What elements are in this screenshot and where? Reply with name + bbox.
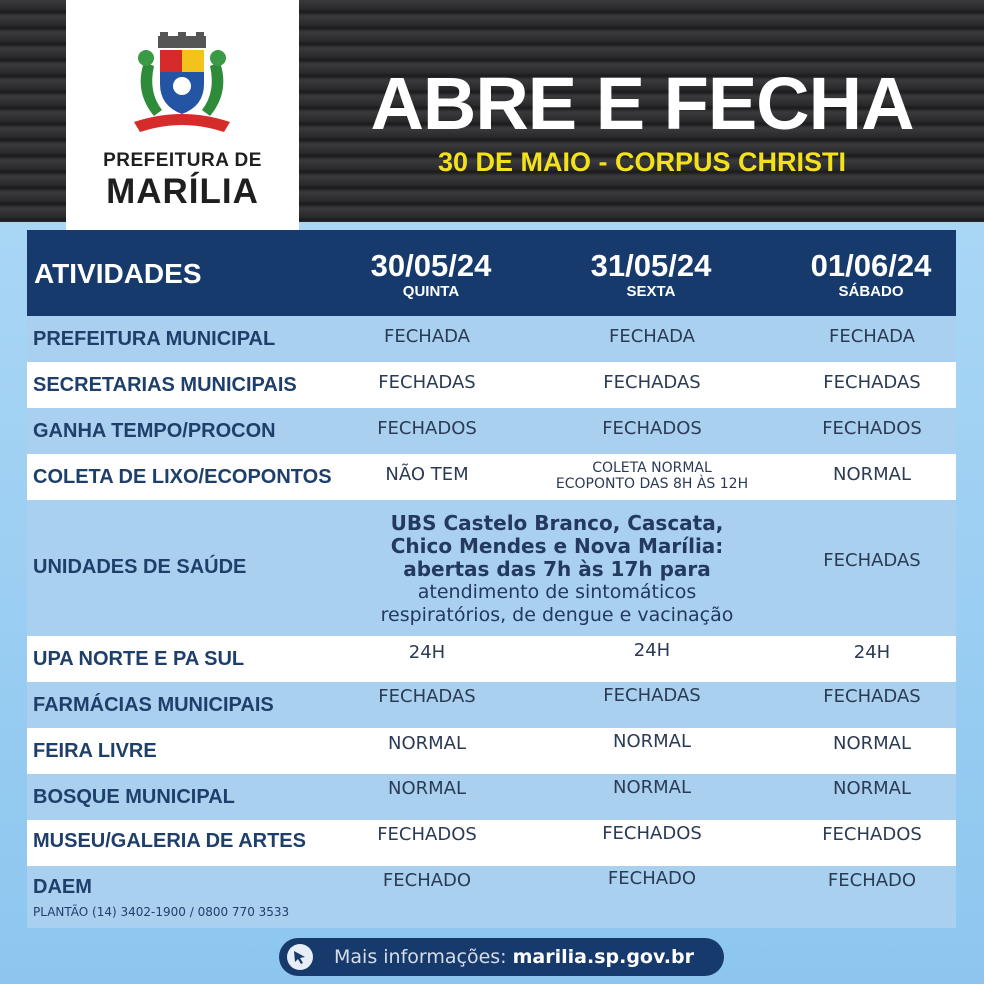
- footer-label: Mais informações:: [334, 946, 507, 968]
- cell-day1: NORMAL: [387, 733, 466, 754]
- cell-day3: FECHADA: [828, 326, 915, 347]
- column-header-1: [551, 248, 751, 300]
- footer-url[interactable]: marilia.sp.gov.br: [512, 946, 694, 968]
- table-header: [27, 230, 956, 316]
- column-header-2: [771, 248, 971, 300]
- city-name-line1: PREFEITURA DE: [103, 150, 262, 171]
- row-label: GANHA TEMPO/PROCON: [33, 420, 276, 442]
- table-row: [27, 362, 956, 408]
- cell-day3: NORMAL: [832, 778, 911, 799]
- cell-day2: FECHADA: [608, 326, 695, 347]
- cell-day2: FECHADOS: [602, 823, 702, 844]
- health-line: Chico Mendes e Nova Marília:: [390, 534, 724, 558]
- coat-of-arms-icon: [124, 32, 240, 140]
- cell-day3: FECHADAS: [823, 550, 921, 571]
- row-label: DAEM: [33, 876, 92, 898]
- more-info-link[interactable]: [279, 938, 724, 976]
- column-date: 30/05/24: [370, 248, 492, 283]
- table-row: [27, 500, 956, 636]
- row-label: SECRETARIAS MUNICIPAIS: [33, 374, 297, 396]
- cell-day3: FECHADOS: [822, 418, 922, 439]
- page-subtitle: 30 DE MAIO - CORPUS CHRISTI: [437, 147, 847, 177]
- row-label: BOSQUE MUNICIPAL: [33, 786, 235, 808]
- cell-day2: NORMAL: [612, 777, 691, 798]
- table-row: [27, 820, 956, 866]
- row-label: PREFEITURA MUNICIPAL: [33, 328, 276, 350]
- table-row: [27, 454, 956, 500]
- row-label: FARMÁCIAS MUNICIPAIS: [33, 694, 274, 716]
- cell-day3: FECHADAS: [823, 372, 921, 393]
- city-logo-block: [66, 0, 299, 246]
- health-line: abertas das 7h às 17h para: [403, 557, 711, 581]
- cell-day2: FECHADO: [607, 868, 697, 889]
- table-row: [27, 682, 956, 728]
- column-date: 01/06/24: [810, 248, 932, 283]
- cell-day2: 24H: [633, 640, 671, 661]
- health-line: respiratórios, de dengue e vacinação: [380, 604, 734, 626]
- cell-day2: FECHADOS: [602, 418, 702, 439]
- activities-heading: ATIVIDADES: [34, 258, 202, 289]
- cell-day2: COLETA NORMAL: [592, 460, 712, 476]
- daem-phone-note: PLANTÃO (14) 3402-1900 / 0800 770 3533: [33, 905, 290, 919]
- footer-text: [334, 946, 694, 968]
- table-row: [27, 316, 956, 362]
- pointer-arrow-icon: [287, 944, 313, 970]
- cell-day3: FECHADOS: [822, 824, 922, 845]
- cell-day3: 24H: [853, 642, 891, 663]
- health-units-details: [347, 512, 767, 627]
- cell-day2: FECHADAS: [603, 372, 701, 393]
- health-line: atendimento de sintomáticos: [417, 581, 697, 603]
- cell-day1: FECHADOS: [377, 418, 477, 439]
- table-row: [27, 408, 956, 454]
- city-name-line2: MARÍLIA: [106, 172, 259, 211]
- table-row: [27, 866, 956, 928]
- column-day: SEXTA: [626, 283, 676, 300]
- cell-day1: 24H: [408, 642, 446, 663]
- cell-day1: FECHADO: [382, 870, 472, 891]
- cell-day1: FECHADA: [383, 326, 470, 347]
- cell-day2: FECHADAS: [603, 685, 701, 706]
- table-row: [27, 774, 956, 820]
- column-header-0: [331, 248, 531, 300]
- arrow-glyph: [287, 944, 313, 970]
- row-label: MUSEU/GALERIA DE ARTES: [33, 830, 306, 852]
- cell-day3: NORMAL: [832, 733, 911, 754]
- table-row: [27, 728, 956, 774]
- table-row: [27, 636, 956, 682]
- row-label: UPA NORTE E PA SUL: [33, 648, 245, 670]
- cell-day3: FECHADO: [827, 870, 917, 891]
- column-day: QUINTA: [402, 283, 460, 300]
- page-title: ABRE E FECHA: [370, 62, 914, 145]
- cell-day2: NORMAL: [612, 731, 691, 752]
- cell-day1: NORMAL: [387, 778, 466, 799]
- health-line: UBS Castelo Branco, Cascata,: [390, 511, 724, 535]
- column-day: SÁBADO: [838, 283, 904, 300]
- cell-day3: NORMAL: [832, 464, 911, 485]
- cell-day1: FECHADOS: [377, 824, 477, 845]
- row-label: FEIRA LIVRE: [33, 740, 157, 762]
- column-date: 31/05/24: [590, 248, 712, 283]
- row-label: UNIDADES DE SAÚDE: [33, 556, 247, 578]
- cell-day1: FECHADAS: [378, 372, 476, 393]
- cell-day1: NÃO TEM: [385, 464, 469, 485]
- cell-day1: FECHADAS: [378, 686, 476, 707]
- cell-day2-extra: ECOPONTO DAS 8H ÀS 12H: [555, 476, 749, 492]
- row-label: COLETA DE LIXO/ECOPONTOS: [33, 466, 332, 488]
- cell-day3: FECHADAS: [823, 686, 921, 707]
